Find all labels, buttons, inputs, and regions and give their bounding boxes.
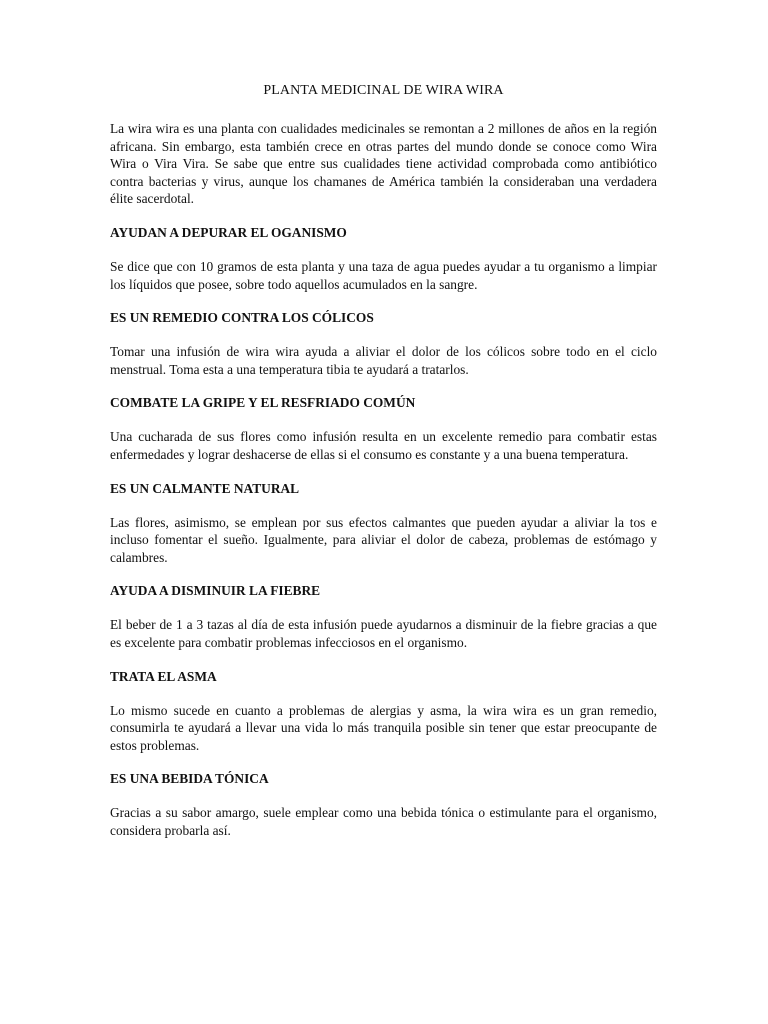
section-paragraph: Una cucharada de sus flores como infusión resulta en un excelente remedio para combatir estas enfermedades y lograr deshacerse de ellas si el consumo es constante y a una buena temperatura. xyxy=(110,429,657,462)
intro-paragraph: La wira wira es una planta con cualidades medicinales se remontan a 2 millones de años en la región africana. Sin embargo, esta también crece en otras partes del mundo donde se conoce como Wira Wira o Vira Vira. Se sabe que entre sus cualidades tiene actividad comprobada como antibiótico contra bacterias y virus, aunque los chamanes de América también la consideraban una verdadera élite sacerdotal. xyxy=(110,121,657,207)
section-calmante xyxy=(110,480,657,567)
section-heading: ES UN REMEDIO CONTRA LOS CÓLICOS xyxy=(110,310,374,326)
section-colicos xyxy=(110,309,657,378)
section-depurar xyxy=(110,224,657,293)
section-heading: COMBATE LA GRIPE Y EL RESFRIADO COMÚN xyxy=(110,395,416,411)
section-fiebre xyxy=(110,582,657,651)
document-title: PLANTA MEDICINAL DE WIRA WIRA xyxy=(263,83,504,98)
section-paragraph: Tomar una infusión de wira wira ayuda a aliviar el dolor de los cólicos sobre todo en el ciclo menstrual. Toma esta a una temperatura tibia te ayudará a tratarlos. xyxy=(110,344,657,377)
section-gripe xyxy=(110,394,657,463)
section-heading: ES UN CALMANTE NATURAL xyxy=(110,480,300,496)
section-paragraph: Se dice que con 10 gramos de esta planta y una taza de agua puedes ayudar a tu organismo a limpiar los líquidos que posee, sobre todo aquellos acumulados en la sangre. xyxy=(110,258,657,292)
section-paragraph: Lo mismo sucede en cuanto a problemas de alergias y asma, la wira wira es un gran remedio, consumirla te ayudará a llevar una vida lo más tranquila posible sin tener que estar preocupante de estos problemas. xyxy=(110,702,657,753)
section-heading: AYUDAN A DEPURAR EL OGANISMO xyxy=(110,224,347,240)
section-heading: ES UNA BEBIDA TÓNICA xyxy=(110,771,269,787)
section-paragraph: Gracias a su sabor amargo, suele emplear como una bebida tónica o estimulante para el organismo, considera probarla así. xyxy=(110,805,657,838)
section-paragraph: Las flores, asimismo, se emplean por sus efectos calmantes que pueden ayudar a aliviar la tos e incluso fomentar el sueño. Igualmente, para aliviar el dolor de cabeza, problemas de estómago y calambres. xyxy=(110,514,657,565)
section-heading: AYUDA A DISMINUIR LA FIEBRE xyxy=(110,583,321,599)
document-page xyxy=(110,82,657,839)
section-heading: TRATA EL ASMA xyxy=(110,668,217,684)
section-tonica xyxy=(110,770,657,839)
section-asma xyxy=(110,668,657,755)
section-paragraph: El beber de 1 a 3 tazas al día de esta infusión puede ayudarnos a disminuir de la fiebre gracias a que es excelente para combatir problemas infecciosos en el organismo. xyxy=(110,617,657,650)
